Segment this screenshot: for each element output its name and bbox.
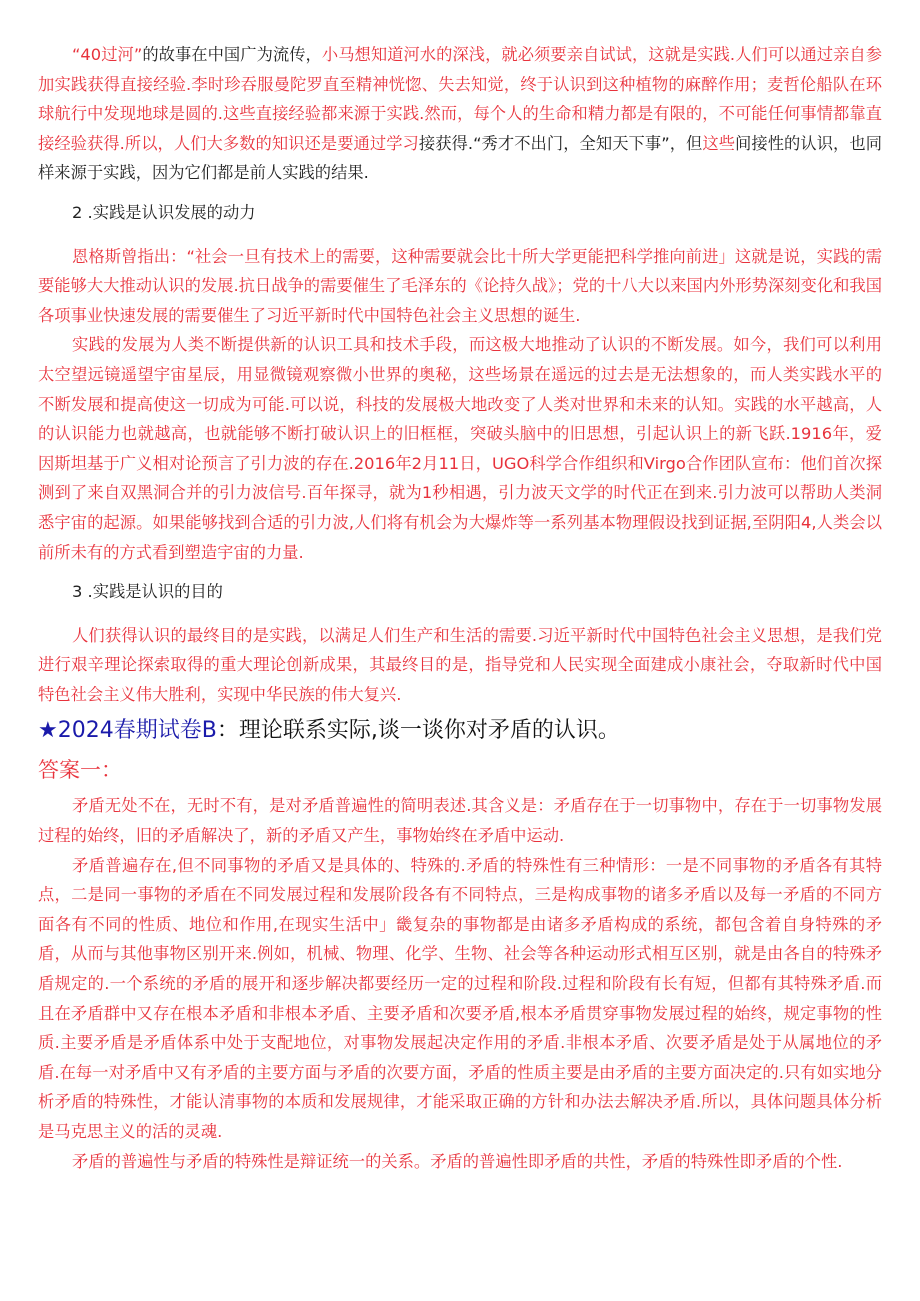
- exam-question: [38, 715, 882, 747]
- section-heading-2: 2 .实践是认识发展的动力: [72, 202, 256, 222]
- text-span: 矛盾普遍存在,: [72, 855, 178, 875]
- text-span-red: 过学习: [369, 133, 419, 153]
- paragraph-practice-development: [38, 330, 882, 567]
- paragraph-contradiction-universal: 矛盾无处不在，无时不有，是对矛盾普遍性的简明表述.其含义是：矛盾存在于一切事物中，存在于一切事物发展过程的始终，旧的矛盾解决了，新的矛盾又产生，事物始终在矛盾中运动.: [38, 796, 882, 846]
- text-span: 力量.: [265, 542, 304, 562]
- text-span: 实践的发展为人类不断提供新的认识工具和技术手段，而这极大地推动了认识的不断发展。如今，: [72, 335, 784, 355]
- text-span-red: 小马想知道河水的深浅，就必须要亲自试试，这就是实践.人们可以通过亲自参加实践获得直接经验.李时珍吞服曼陀罗直至精神恍惚、失去知觉，终于认识到这种植物的麻醉作用；麦哲伦船队在环球航行中发现地球是圆的.这些直接经验都来源于实践.然而，每个人的生命和精力都是有限的，不可能任何事情都靠直接经验获得.所以，人们大多数的知识还是要通: [38, 45, 882, 153]
- question-text: ：理论联系实际,谈一谈你对矛盾的认识。: [216, 718, 620, 744]
- paragraph-engels: 恩格斯曾指出：“社会一旦有技术上的需要，这种需要就会比十所大学更能把科学推向前进」这就是说，实践的需要能够大大推动认识的发展.抗日战争的需要催生了毛泽东的《论持久战》；党的十八大以来国内外形势深刻变化和我国各项事业快速发展的需要催生了习近平新时代中国特色社会主义思想的诞生.: [38, 246, 882, 325]
- text-span: 实现: [584, 655, 618, 675]
- text-span: .习近平新时代中国特色社会主义思想，是我们党进行艰辛理论探索取得的重大理论创新成果，其最终目的是，指导党和人民: [38, 625, 882, 675]
- text-span: 的故事在中国广为流传，: [142, 45, 322, 64]
- text-span: 显微镜观察微小世界的奥秘，这些场景在遥远的过去是无法想象的，而人类实践水平的不断发展和提高使这一切成为可能.可以说，科技的发展极大地改变了人类对世界和未来的认知。实践的水平越高，人的认识能力也就越高，也就能够不断打破认识上的旧框框，: [38, 364, 882, 444]
- text-span: 突破头: [469, 424, 520, 444]
- exam-tag: 2024春期试卷B: [57, 718, 217, 744]
- text-span: 引起认识上的新飞跃.1916年，: [636, 424, 866, 444]
- text-span: 畿复杂的事物都是由诸多矛盾构成的系统，都包含着自身特殊的矛盾，从而与其他事物区别开来.例如，机械、物理、化学、生物、社会等各种运动形式相互区别，就是由各自的特殊矛盾规定的.一个系统的矛盾的展开和逐步解决都要经历一定的过程和阶段.过程和阶段有长有短，但都有其特殊矛盾.而且在矛盾群中又存在根本矛盾和非根本矛盾、主要矛盾和次要矛盾,根本矛盾贯穿事物发展过程的始终，规定事物的性质.主要矛盾是矛盾体系中处于支配地位，对事物发展起决定作用的矛盾.非根本矛盾、次要矛盾是处于从属地位的矛盾.在每一对矛盾中又有矛盾的主要方面与矛盾的次要方面，矛盾的性质主要是由矛盾的主要方面决定的.只有如实地分析矛盾的特殊性，才能认清事物的本质和发展规律，才能采取正确的方针和办法去解决矛盾.所以，具体问题具体分析是马克思主义的活的灵魂.: [38, 914, 882, 1141]
- text-span: 人们获得认识的最终目的是实践，以满足人们生产和生活的: [72, 625, 500, 645]
- text-span: 事物的矛盾又是具体的、特殊的.矛盾的特殊性有三种情形：一是不同事物的矛盾各有其特点，二是同一事物的矛盾在不同发展过程和发展阶段各有不同特点，三是构成事物的诸多矛盾以及每一矛盾的不同方面各有不同的: [38, 855, 882, 934]
- text-span: 全面建成小康社会，夺取新时代中国特色社会主义伟大胜利，实现中华民族的伟大复兴.: [38, 655, 882, 704]
- paragraph-practice-goal: [38, 621, 882, 710]
- text-span: 接获得.“秀才不出门，全知天下事”，但: [418, 133, 703, 153]
- text-span: 脑中的: [519, 424, 570, 444]
- answer-label: 答案一：: [38, 758, 122, 783]
- text-span-red: 这些: [702, 133, 736, 153]
- section-heading-3: 3 .实践是认识的目的: [72, 582, 223, 602]
- star-icon: ★: [38, 718, 58, 744]
- text-span: 旧思想，: [569, 424, 637, 444]
- text-span: 但不同: [177, 855, 228, 875]
- text-span: 用: [236, 364, 254, 384]
- text-span: 爱因斯坦基于广义相对论预言了引力波的存在.2016年2月11日，: [38, 424, 882, 473]
- text-span: UGO科学合作组织和Virgo合作团队宣布：他们首次探测到了来自双黑洞合并的引力波信号.百年探寻，就为1秒相遇，引力波天文学的时代正在到来.引力波可以帮助人类洞悉宇宙的起源。如果能够找到合适的引力波,人们将有机会为大爆炸等一系列基本物理假设找到证据,至阴阳4,人类会以前所未有的方式看到塑造宇宙的: [38, 453, 882, 562]
- paragraph-dialectical-unity: 矛盾的普遍性与矛盾的特殊性是辩证统一的关系。矛盾的普遍性即矛盾的共性，矛盾的特殊性即矛盾的个性.: [72, 1151, 843, 1171]
- text-40-river: “40过河”: [72, 45, 143, 64]
- text-span: 需要: [499, 625, 532, 645]
- text-span: 间接性的认识，也同样来源于实践，因为它们都是前人实践的结果.: [38, 133, 882, 183]
- text-span: 性质、地位和作用,在现实生活中」: [138, 914, 396, 934]
- text-span: 利用太空望远镜遥望宇宙星辰，: [38, 335, 882, 384]
- paragraph-practice-source: [38, 40, 882, 188]
- paragraph-contradiction-particular: [38, 851, 882, 1147]
- text-span: 我们可以: [783, 335, 850, 355]
